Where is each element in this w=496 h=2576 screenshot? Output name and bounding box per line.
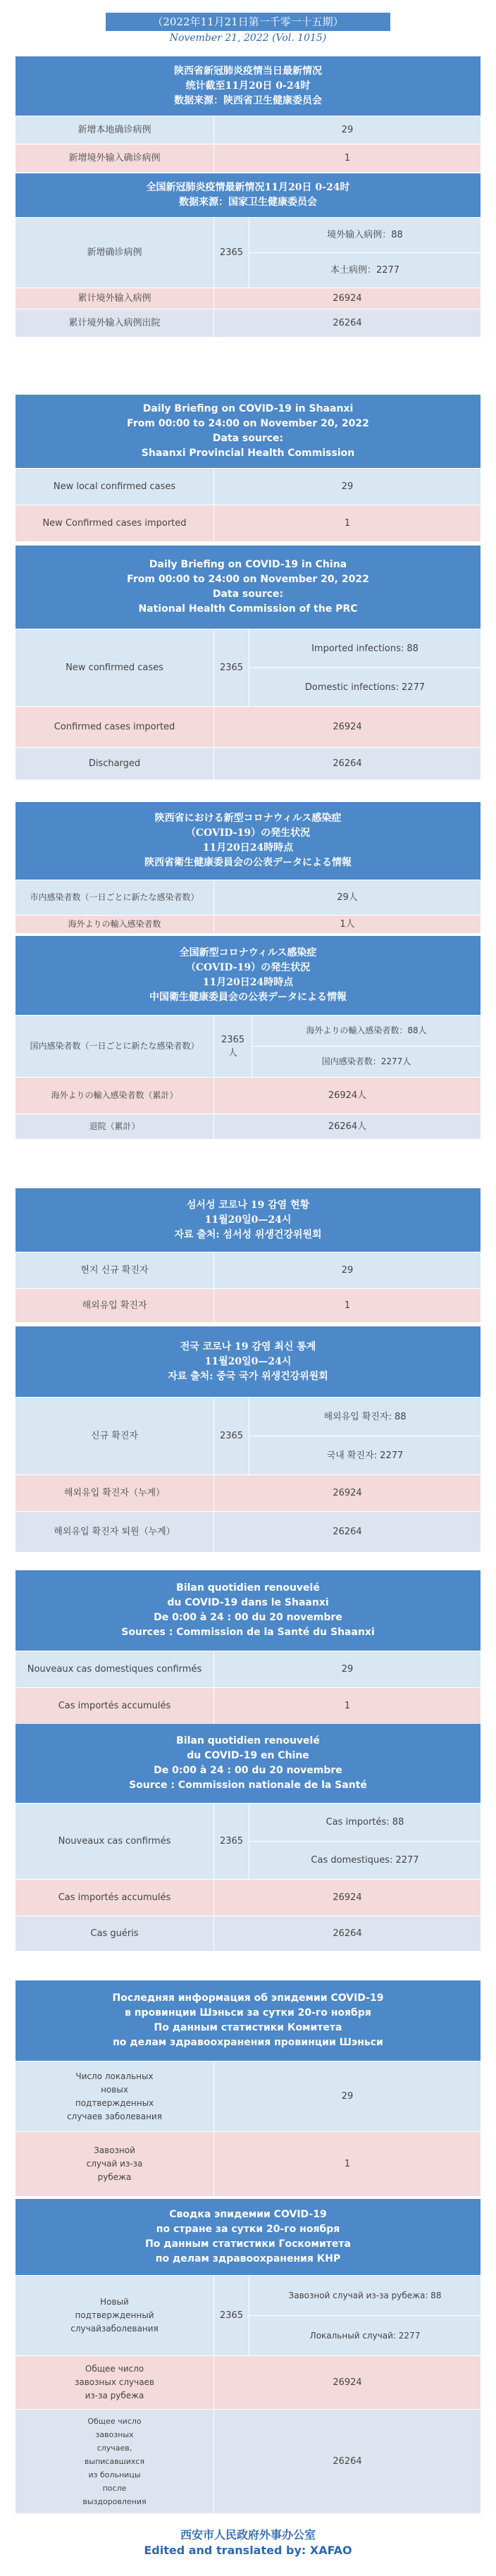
row-value: 26924 xyxy=(333,1892,362,1903)
fr-local-subtitle: du COVID-19 dans le Shaanxi xyxy=(167,1597,329,1608)
row-value: 29 xyxy=(341,481,354,492)
row-label: 海外よりの輸入感染者数 xyxy=(16,916,214,933)
ja-local-row-imported xyxy=(16,915,480,933)
row-label: 해외유입 확진자（누계） xyxy=(16,1475,214,1511)
zh-national-row-cum-discharged xyxy=(16,309,480,337)
fr-local-table xyxy=(16,1570,480,1724)
ko-national-row-cum-discharged xyxy=(16,1511,480,1552)
ja-local-source: 陝西省衛生健康委員会の公表データによる情報 xyxy=(144,857,352,868)
ru-national-source-line1: По данным статистики Госкомитета xyxy=(145,2238,351,2250)
row-label: Cas guéris xyxy=(16,1916,214,1951)
row-label: 해외유입 확진자 퇴원（누계） xyxy=(16,1512,214,1552)
row-value: 29 xyxy=(341,125,354,135)
ja-national-source: 中国衛生健康委員会の公表データによる情報 xyxy=(149,992,347,1003)
row-value: 26264 xyxy=(333,1928,362,1939)
fr-national-table xyxy=(16,1724,480,1951)
row-sub-imported: 海外よりの輸入感染者数：88人 xyxy=(306,1025,427,1035)
row-label: Nouveaux cas confirmés xyxy=(16,1804,214,1879)
ko-local-source: 자료 출처: 섬서성 위생건강위원회 xyxy=(174,1228,322,1240)
ru-national-title: Сводка эпидемии COVID-19 xyxy=(169,2209,327,2220)
ja-national-row-cum-imported xyxy=(16,1077,480,1114)
fr-local-title: Bilan quotidien renouvelé xyxy=(176,1582,320,1594)
row-sub-domestic: Локальный случай: 2277 xyxy=(249,2315,480,2355)
zh-local-source: 数据来源：陕西省卫生健康委员会 xyxy=(174,94,322,106)
en-national-title: Daily Briefing on COVID-19 in China xyxy=(149,559,347,570)
row-label: Общее число завозных случаев, выписавшихся из больницы после выздоровления xyxy=(16,2410,214,2513)
row-label: Cas importés accumulés xyxy=(16,1880,214,1916)
zh-local-header xyxy=(16,56,480,116)
ja-national-row-new xyxy=(16,1015,480,1077)
zh-national-row-new xyxy=(16,217,480,288)
ko-national-source: 자료 출처: 중국 국가 위생건강위원회 xyxy=(168,1370,328,1382)
ko-local-table xyxy=(16,1188,480,1322)
row-total: 2365 xyxy=(214,629,249,706)
ru-local-source-line1: По данным статистики Комитета xyxy=(154,2022,342,2033)
ru-national-subtitle: по стране за сутки 20-го ноября xyxy=(156,2224,340,2235)
ja-national-title: 全国新型コロナウィルス感染症 xyxy=(179,947,317,959)
ru-local-header xyxy=(16,1980,480,2061)
row-sub-domestic: 국내 확진자: 2277 xyxy=(249,1436,480,1474)
row-total: 2365 xyxy=(214,218,249,288)
row-value: 1 xyxy=(344,1300,351,1311)
row-label: 市内感染者数（一日ごとに新たな感染者数） xyxy=(16,880,214,915)
en-national-row-cum-discharged xyxy=(16,747,480,779)
row-label: New confirmed cases xyxy=(16,629,214,706)
ko-local-period: 11월20일0—24시 xyxy=(204,1214,292,1226)
ko-national-table xyxy=(16,1326,480,1552)
fr-national-title: Bilan quotidien renouvelé xyxy=(176,1735,320,1746)
zh-local-title: 陕西省新冠肺炎疫情当日最新情况 xyxy=(174,65,322,77)
row-label: Завозной случай из-за рубежа xyxy=(16,2132,214,2196)
row-label: 新增境外输入确诊病例 xyxy=(16,144,214,172)
en-local-source: Shaanxi Provincial Health Commission xyxy=(141,448,355,459)
row-sub-domestic: Domestic infections: 2277 xyxy=(249,667,480,706)
ko-local-row-new xyxy=(16,1252,480,1288)
en-local-table xyxy=(16,395,480,541)
row-value: 1 xyxy=(344,518,351,529)
row-label: 新增本地确诊病例 xyxy=(16,116,214,144)
en-national-period: From 00:00 to 24:00 on November 20, 2022 xyxy=(127,574,369,585)
row-label: 退院（累計） xyxy=(16,1114,214,1139)
row-sub-imported: Imported infections: 88 xyxy=(311,643,418,654)
ko-local-row-imported xyxy=(16,1288,480,1322)
en-national-row-cum-imported xyxy=(16,706,480,747)
row-value: 26264 xyxy=(333,1527,362,1537)
ja-local-row-new xyxy=(16,880,480,915)
zh-national-source: 数据来源：国家卫生健康委员会 xyxy=(179,197,317,208)
row-sub-imported: Cas importés: 88 xyxy=(326,1817,404,1828)
row-sub-domestic: 本土病例：2277 xyxy=(249,252,480,288)
row-sub-domestic: 国内感染者数：2277人 xyxy=(252,1046,480,1077)
ko-local-title: 섬서성 코로나 19 감염 현황 xyxy=(186,1199,310,1211)
zh-local-row-imported xyxy=(16,144,480,172)
row-total: 2365 xyxy=(214,1398,249,1474)
zh-national-header xyxy=(16,173,480,217)
ko-national-row-new xyxy=(16,1397,480,1474)
ja-national-period: 11月20日24時時点 xyxy=(202,977,294,988)
ko-national-row-cum-imported xyxy=(16,1474,480,1511)
zh-local-period: 统计截至11月20日 0-24时 xyxy=(185,80,311,92)
ru-local-table xyxy=(16,1980,480,2196)
ru-national-row-cum-discharged xyxy=(16,2409,480,2513)
fr-national-row-new xyxy=(16,1803,480,1879)
ru-national-header xyxy=(16,2199,480,2275)
ja-national-table xyxy=(16,936,480,1139)
row-label: 累计境外输入病例 xyxy=(16,288,214,309)
publisher-credit: Edited and translated by: XAFAO xyxy=(144,2544,352,2557)
row-label: 海外よりの輸入感染者数（累計） xyxy=(16,1078,214,1114)
row-label: 累计境外输入病例出院 xyxy=(16,309,214,337)
row-label: Cas importés accumulés xyxy=(16,1688,214,1724)
ru-local-row-imported xyxy=(16,2131,480,2196)
row-sub-imported: Завозной случай из-за рубежа: 88 xyxy=(288,2290,442,2300)
row-value: 1 xyxy=(344,153,351,164)
ko-national-period: 11월20일0—24시 xyxy=(204,1355,292,1367)
row-value: 29人 xyxy=(337,892,358,903)
fr-national-source: Source : Commission nationale de la Santé xyxy=(129,1780,367,1791)
ja-national-header xyxy=(16,936,480,1015)
row-label: 현지 신규 확진자 xyxy=(16,1252,214,1288)
en-national-header xyxy=(16,546,480,629)
fr-national-row-cum-discharged xyxy=(16,1916,480,1951)
row-value: 1人 xyxy=(340,919,355,930)
fr-local-row-new xyxy=(16,1651,480,1687)
ko-local-header xyxy=(16,1188,480,1252)
row-sub-imported: 境外输入病例：88 xyxy=(327,230,403,240)
fr-local-header xyxy=(16,1570,480,1651)
ko-national-header xyxy=(16,1326,480,1397)
row-value: 26924 xyxy=(333,1488,362,1498)
row-value: 26264 xyxy=(333,318,362,328)
row-label: New Confirmed cases imported xyxy=(16,505,214,541)
ru-national-row-new xyxy=(16,2275,480,2355)
ja-national-row-cum-discharged xyxy=(16,1114,480,1139)
row-value: 26264人 xyxy=(328,1121,367,1132)
row-value: 29 xyxy=(341,1664,354,1675)
zh-local-row-new xyxy=(16,116,480,144)
en-local-row-new xyxy=(16,468,480,505)
row-label: Confirmed cases imported xyxy=(16,707,214,747)
fr-national-header xyxy=(16,1724,480,1803)
ja-local-header xyxy=(16,802,480,880)
ru-national-row-cum-imported xyxy=(16,2355,480,2409)
row-value: 1 xyxy=(344,1701,351,1711)
en-local-header xyxy=(16,395,480,468)
ru-national-source-line2: по делам здравоохранения КНР xyxy=(155,2253,341,2264)
row-total: 2365 xyxy=(214,2276,249,2355)
row-label: Новый подтвержденный случайзаболевания xyxy=(16,2276,214,2355)
row-value: 26924 xyxy=(333,2377,362,2388)
row-value: 29 xyxy=(341,2091,354,2102)
en-national-table xyxy=(16,546,480,779)
ru-local-source-line2: по делам здравоохранения провинции Шэньси xyxy=(113,2037,383,2048)
row-value: 26924人 xyxy=(328,1090,367,1101)
row-sub-domestic: Cas domestiques: 2277 xyxy=(249,1841,480,1879)
fr-local-source: Sources : Commission de la Santé du Shaanxi xyxy=(121,1627,375,1638)
fr-national-subtitle: du COVID-19 en Chine xyxy=(187,1750,309,1761)
row-label: Discharged xyxy=(16,748,214,779)
issue-dateline: November 21, 2022 (Vol. 1015) xyxy=(169,32,327,44)
zh-local-table xyxy=(16,56,480,172)
fr-local-period: De 0:00 à 24 : 00 du 20 novembre xyxy=(154,1612,342,1623)
row-value: 26264 xyxy=(333,758,362,769)
fr-local-row-imported xyxy=(16,1687,480,1724)
fr-national-row-cum-imported xyxy=(16,1879,480,1916)
ja-national-subtitle: （COVID-19）の発生状況 xyxy=(185,962,311,973)
row-label: Nouveaux cas domestiques confirmés xyxy=(16,1651,214,1687)
row-label: New local confirmed cases xyxy=(16,469,214,505)
zh-national-row-cum-imported xyxy=(16,288,480,309)
issue-banner: （2022年11月21日第一千零一十五期） xyxy=(106,13,390,31)
ru-local-row-new xyxy=(16,2061,480,2131)
row-sub-imported: 해외유입 확진자: 88 xyxy=(323,1411,407,1422)
row-value: 26924 xyxy=(333,293,362,304)
row-label: 해외유입 확진자 xyxy=(16,1289,214,1322)
zh-national-title: 全国新冠肺炎疫情最新情况11月20日 0-24时 xyxy=(146,182,350,193)
ko-national-title: 전국 코로나 19 감염 최신 통계 xyxy=(180,1341,316,1352)
ja-local-period: 11月20日24時時点 xyxy=(202,842,294,853)
ja-local-subtitle: （COVID-19）の発生状況 xyxy=(185,827,311,839)
row-total: 2365 xyxy=(214,1804,249,1879)
fr-national-period: De 0:00 à 24 : 00 du 20 novembre xyxy=(154,1765,342,1776)
row-total: 2365人 xyxy=(214,1016,252,1077)
ja-local-title: 陝西省における新型コロナウィルス感染症 xyxy=(154,813,342,824)
en-local-period: From 00:00 to 24:00 on November 20, 2022 xyxy=(127,418,369,429)
ru-local-title: Последняя информация об эпидемии COVID-19 xyxy=(112,1992,384,2004)
en-national-source-label: Data source: xyxy=(212,588,284,600)
row-label: Общее число завозных случаев из-за рубежа xyxy=(16,2356,214,2409)
row-label: Число локальных новых подтвержденных случаев заболевания xyxy=(16,2062,214,2131)
row-label: 国内感染者数（一日ごとに新たな感染者数） xyxy=(16,1016,214,1077)
en-local-source-label: Data source: xyxy=(212,433,284,444)
en-local-title: Daily Briefing on COVID-19 in Shaanxi xyxy=(142,403,354,414)
en-national-source: National Health Commission of the PRC xyxy=(138,603,358,615)
en-national-row-new xyxy=(16,629,480,706)
row-value: 26924 xyxy=(333,722,362,732)
ru-local-subtitle: в провинции Шэньси за сутки 20-го ноября xyxy=(125,2007,371,2019)
ja-local-table xyxy=(16,802,480,933)
row-value: 26264 xyxy=(333,2456,362,2467)
publisher-name: 西安市人民政府外事办公室 xyxy=(180,2528,316,2541)
row-label: 新增确诊病例 xyxy=(16,218,214,288)
ru-national-table xyxy=(16,2199,480,2513)
row-value: 1 xyxy=(344,2159,351,2169)
row-label: 신규 확진자 xyxy=(16,1398,214,1474)
en-local-row-imported xyxy=(16,505,480,541)
zh-national-table xyxy=(16,173,480,337)
row-value: 29 xyxy=(341,1265,354,1276)
